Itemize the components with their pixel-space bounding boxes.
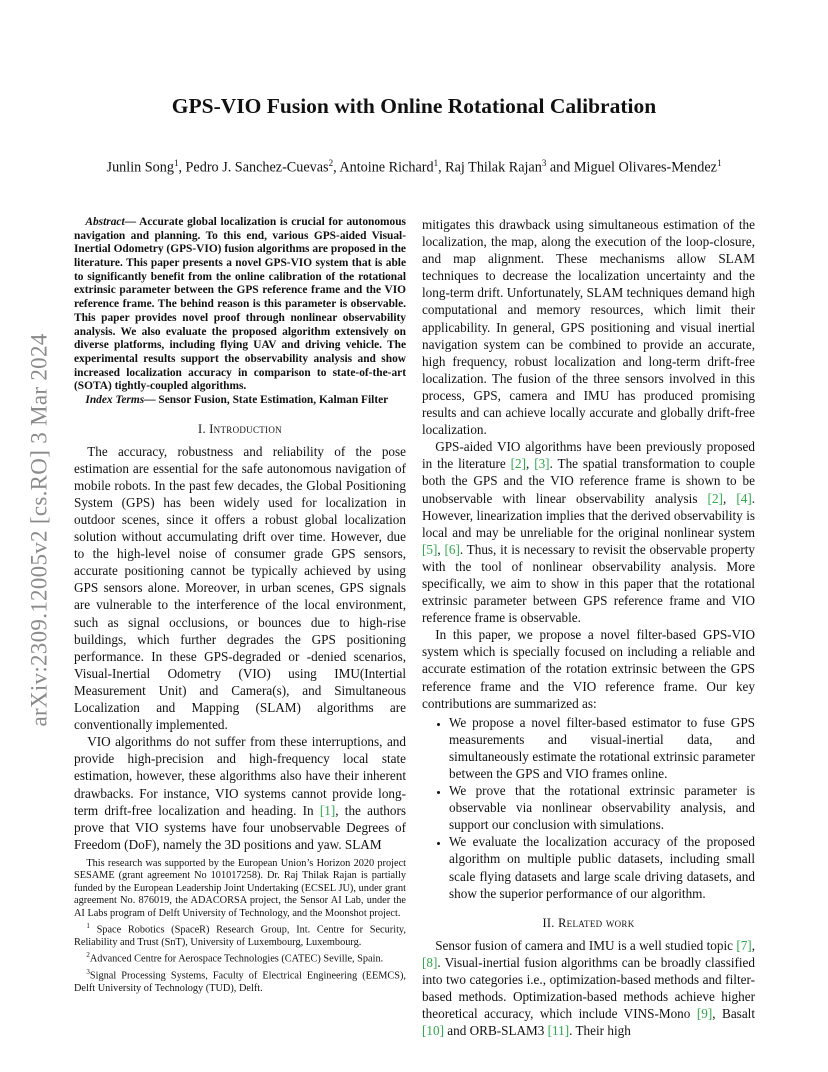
left-column [74, 216, 406, 853]
citation-link[interactable]: [7] [736, 937, 752, 953]
paper-title: GPS-VIO Fusion with Online Rotational Calibration [171, 94, 657, 118]
affiliation-footnote-2: $^2$Advanced Centre for Aerospace Technologies (CATEC) Seville, Spain. [86, 951, 384, 965]
citation-link[interactable]: [4] [736, 490, 752, 506]
citation-link[interactable]: [9] [696, 1006, 713, 1022]
citation-link[interactable]: [1] [319, 802, 336, 818]
affiliation-footnote-1: $^1$ Space Robotics (SpaceR) Research Group, Int. Centre for Security, Reliability and Trust (SnT), University of Luxembourg, Luxembourg. [74, 922, 406, 948]
right-column [422, 216, 755, 1039]
intro-paragraph-3: mitigates this drawback using simultaneous estimation of the localization, the map, along the execution of the loop-closure, and map alignment. These mechanisms allow SLAM techniques to decrease the localization uncertainty and the long-term drift. Unfortunately, SLAM techniques demand high computational and memory resources, which limit their applicability. In general, GPS positioning and visual inertial navigation system can be combined to provide an accurate, high frequency, robust localization and long-term drift-free localization. The fusion of the three sensors involved in this process, GPS, camera and IMU has produced promising results and can achieve locally accurate and globally drift-free localization. [422, 217, 755, 438]
footnotes [74, 858, 406, 995]
arxiv-id: arXiv:2309.12005v2 [cs.RO] 3 Mar 2024 [27, 333, 53, 727]
arxiv-stamp [20, 290, 60, 770]
intro-paragraph-2: VIO algorithms do not suffer from these interruptions, and provide high-precision and high-frequency local state estimation, however, these algorithms also have their inherent drawbacks. For instance, VIO systems cannot provide long-term drift-free localization and heading. In [1], the authors prove that VIO systems have four unobservable Degrees of Freedom (DoF), namely the 3D positions and yaw. SLAM [74, 734, 406, 852]
affiliation-footnote-3: $^3$Signal Processing Systems, Faculty of Electrical Engineering (EEMCS), Delft University of Technology (TUD), Delft. [74, 968, 406, 994]
author-affiliation-mark: 1 [716, 158, 722, 168]
contribution-list [422, 714, 755, 902]
author-affiliation-mark: 1 [433, 158, 439, 168]
citation-link[interactable]: [2] [707, 490, 723, 506]
author-name: Junlin Song [106, 159, 174, 176]
citation-link[interactable]: [3] [534, 456, 550, 472]
abstract-text: Accurate global localization is crucial for autonomous navigation and planning. To this end, various GPS-aided Visual-Inertial Odometry (GPS-VIO) fusion algorithms are proposed in the literature. This paper presents a novel GPS-VIO system that is able to significantly benefit from the online calibration of the rotational extrinsic parameter between the GPS reference frame and the VIO reference frame. The behind reason is this parameter is observable. This paper provides novel proof through nonlinear observability analysis. We also evaluate the proposed algorithm extensively on diverse platforms, including flying UAV and driving vehicle. The experimental results support the observability analysis and show increased localization accuracy in comparison to state-of-the-art (SOTA) tightly-coupled algorithms. [74, 216, 406, 393]
abstract: Abstract— Accurate global localization is crucial for autonomous navigation and planning. To this end, various GPS-aided Visual-Inertial Odometry (GPS-VIO) fusion algorithms are proposed in the literature. This paper presents a novel GPS-VIO system that is able to significantly benefit from the online calibration of the rotational extrinsic parameter between the GPS reference frame and the VIO reference frame. The behind reason is this parameter is observable. This paper provides novel proof through nonlinear observability analysis. We also evaluate the proposed algorithm extensively on diverse platforms, including flying UAV and driving vehicle. The experimental results support the observability analysis and show increased localization accuracy in comparison to state-of-the-art (SOTA) tightly-coupled algorithms. [74, 216, 406, 393]
contribution-item: • We evaluate the localization accuracy of the proposed algorithm on multiple public datasets, including small scale flying datasets and large scale driving datasets, and show the superior performance of our algorithm. [449, 833, 755, 901]
citation-link[interactable]: [8] [422, 954, 438, 970]
section-heading-related-work: II. Related work [542, 915, 635, 930]
intro-paragraph-1: The accuracy, robustness and reliability of the pose estimation are essential for the safe autonomous navigation of mobile robots. In the past few decades, the Global Positioning System (GPS) has been widely used for localization in outdoor scenes, since it offers a robust global localization solution without accumulating drift over time. However, due to the high-level noise of consumer grade GPS sensors, accurate positioning cannot be typically achieved by using GPS sensors alone. Moreover, in urban scenes, GPS signals are vulnerable to the interference of the local environment, such as signal occlusions, or bounces due to high-rise buildings, which further degrades the GPS positioning performance. In these GPS-degraded or -denied scenarios, Visual-Inertial Odometry (VIO) using IMU(Intertial Measurement Unit) and Camera(s), and Simultaneous Localization and Mapping (SLAM) algorithms are conventionally implemented. [74, 443, 406, 733]
intro-paragraph-5: In this paper, we propose a novel filter-based GPS-VIO system which is specially focused on including a reliable and accurate estimation of the rotation extrinsic between the GPS reference frame and the VIO reference frame. Our key contributions are summarized as: [422, 627, 755, 711]
contribution-item: • We propose a novel filter-based estimator to fuse GPS measurements and visual-inertial data, and simultaneously estimate the rotational extrinsic parameter between the GPS and VIO frames online. [449, 714, 755, 782]
section-heading-introduction: I. Introduction [198, 421, 282, 436]
author-name: Antoine Richard [339, 159, 434, 176]
author-affiliation-mark: 3 [541, 158, 547, 168]
citation-link[interactable]: [11] [547, 1023, 570, 1039]
author-name: Pedro J. Sanchez-Cuevas [185, 159, 329, 176]
author-affiliation-mark: 1 [173, 158, 179, 168]
abstract-label: Abstract [85, 216, 125, 228]
funding-footnote: This research was supported by the European Union’s Horizon 2020 project SESAME (grant agreement No 101017258). Dr. Raj Thilak Rajan is partially funded by the European Leadership Joint Undertaking (ECSEL JU), under grant agreement No. 876019, the ADACORSA project, the Sensor AI Lab, under the AI Labs program of Delft University of Technology, and the Moonshot project. [74, 858, 406, 919]
index-terms: Index Terms— Sensor Fusion, State Estimation, Kalman Filter [85, 393, 389, 406]
contribution-item: • We prove that the rotational extrinsic parameter is observable via nonlinear observability analysis, and support our conclusion with simulations. [449, 782, 755, 833]
intro-paragraph-4: GPS-aided VIO algorithms have been previously proposed in the literature [2], [3]. The spatial transformation to couple both the GPS and the VIO reference frame is shown to be unobservable with linear observability analysis [2], [4]. However, linearization implies that the derived observability is local and may be unreliable for the original nonlinear system [5], [6]. Thus, it is necessary to revisit the observable property with the tool of nonlinear observability analysis. More specifically, we aim to show in this paper that the rotational extrinsic parameter between GPS reference frame and VIO reference frame is observable. [422, 439, 756, 626]
author-list: Junlin Song$^1$, Pedro J. Sanchez-Cuevas$^2$, Antoine Richard$^1$, Raj Thilak Rajan$^3$ and Miguel Olivares-Mendez$^1$ [106, 158, 722, 176]
citation-link[interactable]: [2] [510, 456, 526, 472]
citation-link[interactable]: [5] [422, 541, 438, 557]
author-name: Miguel Olivares-Mendez [573, 159, 717, 176]
related-paragraph-1: Sensor fusion of camera and IMU is a well studied topic [7], [8]. Visual-inertial fusion algorithms can be broadly classified into two categories i.e., optimization-based methods and filter-based methods. Optimization-based methods achieve higher theoretical accuracy, which include VINS-Mono [9], Basalt [10] and ORB-SLAM3 [11]. Their high [422, 937, 755, 1039]
citation-link[interactable]: [10] [422, 1023, 444, 1039]
author-name: Raj Thilak Rajan [445, 159, 542, 176]
citation-link[interactable]: [6] [444, 541, 460, 557]
index-terms-label: Index Terms [85, 393, 145, 406]
index-terms-text: Sensor Fusion, State Estimation, Kalman Filter [158, 393, 389, 406]
author-affiliation-mark: 2 [328, 158, 334, 168]
